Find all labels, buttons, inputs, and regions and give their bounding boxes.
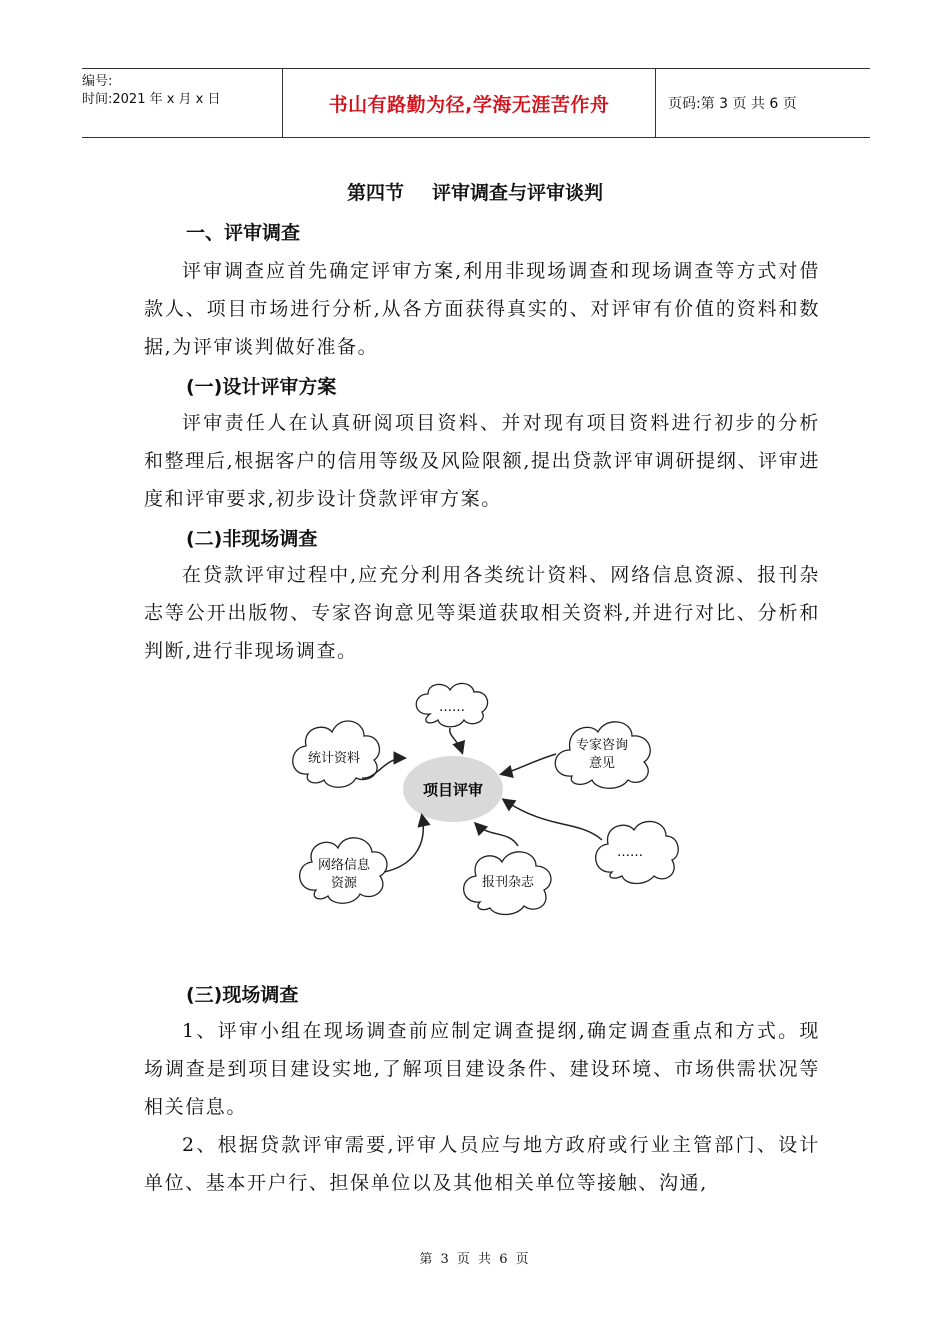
- cloud-bottom-left-label-1: 网络信息: [317, 858, 371, 873]
- cloud-bottom-left-label-2: 资源: [330, 876, 358, 891]
- paragraph-1: 评审调查应首先确定评审方案,利用非现场调查和现场调查等方式对借款人、项目市场进行分析,从各方面获得真实的、对评审有价值的资料和数据,为评审谈判做好准备。: [144, 260, 820, 358]
- page-header: [82, 68, 870, 138]
- section-name: 评审调查与评审谈判: [432, 182, 604, 204]
- arrow-bottom-right: [504, 800, 602, 840]
- center-label: 项目评审: [422, 781, 484, 799]
- arrow-right: [502, 754, 556, 774]
- arrow-top: [450, 728, 462, 752]
- cloud-right-label-2: 意见: [588, 756, 616, 771]
- arrow-bottom-mid: [476, 824, 518, 846]
- heading-review-survey: 一、评审调查: [186, 222, 301, 244]
- paragraph-3: 在贷款评审过程中,应充分利用各类统计资料、网络信息资源、报刊杂志等公开出版物、专家咨询意见等渠道获取相关资料,并进行对比、分析和判断,进行非现场调查。: [144, 564, 820, 662]
- header-motto-cell: [282, 69, 656, 137]
- motto: 书山有路勤为径,学海无涯苦作舟: [328, 93, 610, 116]
- cloud-left-label: 统计资料: [307, 751, 361, 766]
- section-title: [0, 178, 950, 205]
- review-sources-diagram: [280, 680, 680, 920]
- paragraph-5: 2、根据贷款评审需要,评审人员应与地方政府或行业主管部门、设计单位、基本开户行、担保单位以及其他相关单位等接触、沟通,: [144, 1134, 820, 1194]
- time-label: 时间:2021 年 x 月 x 日: [82, 92, 221, 107]
- cloud-bottom-mid-label: 报刊杂志: [481, 875, 535, 890]
- heading-onsite-survey: (三)现场调查: [186, 984, 299, 1006]
- page-info: 页码:第 3 页 共 6 页: [668, 96, 797, 112]
- page-footer: 第 3 页 共 6 页: [419, 1252, 531, 1267]
- cloud-bottom-right-label: ……: [617, 845, 643, 860]
- paragraph-2: 评审责任人在认真研阅项目资料、并对现有项目资料进行初步的分析和整理后,根据客户的信用等级及风险限额,提出贷款评审调研提纲、评审进度和评审要求,初步设计贷款评审方案。: [144, 412, 820, 510]
- header-meta: [82, 69, 282, 137]
- section-number: 第四节: [346, 182, 404, 204]
- heading-offsite-survey: (二)非现场调查: [186, 528, 318, 550]
- paragraph-4: 1、评审小组在现场调查前应制定调查提纲,确定调查重点和方式。现场调查是到项目建设实地,了解项目建设条件、建设环境、市场供需状况等相关信息。: [144, 1020, 820, 1118]
- cloud-right-label-1: 专家咨询: [575, 738, 629, 753]
- cloud-top-label: ……: [439, 700, 465, 715]
- number-label: 编号:: [82, 74, 113, 89]
- heading-design-plan: (一)设计评审方案: [186, 376, 337, 398]
- arrow-bottom-left: [384, 816, 423, 872]
